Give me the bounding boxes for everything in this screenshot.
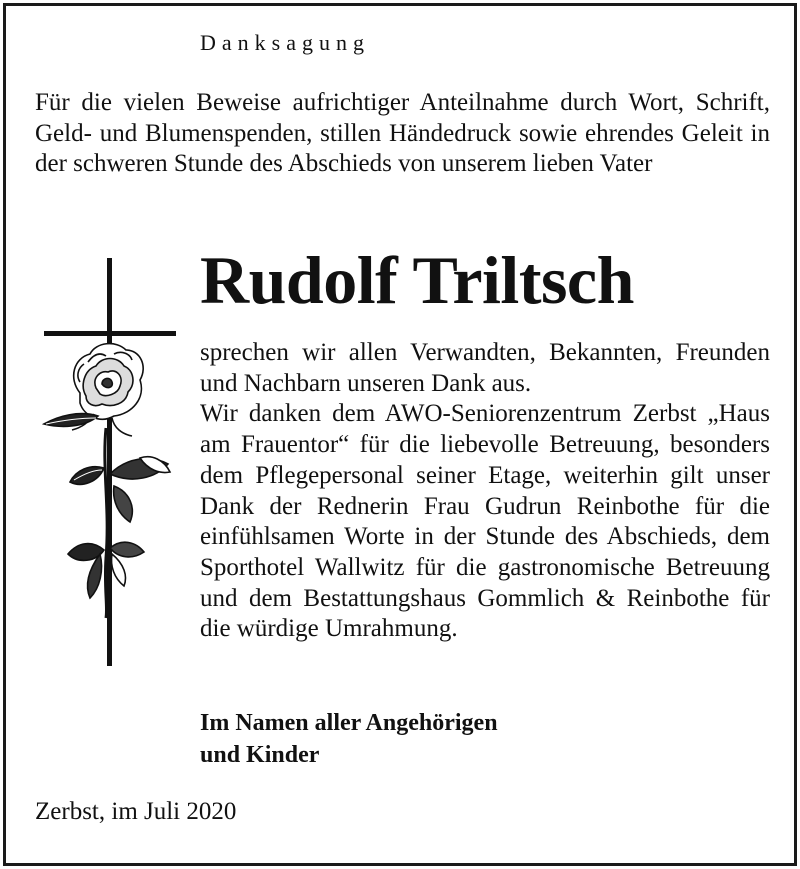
signature bbox=[200, 707, 498, 771]
intro-paragraph: Für die vielen Beweise aufrichtiger Anteilnahme durch Wort, Schrift, Geld- und Blumenspenden, stillen Händedruck sowie ehrendes Geleit in der schweren Stunde des Abschieds von unserem lieben Vater bbox=[35, 89, 770, 178]
signature-line-1: Im Namen aller Angehörigen bbox=[200, 710, 498, 736]
place-date: Zerbst, im Juli 2020 bbox=[35, 798, 237, 825]
body-thanks-institutions: Wir danken dem AWO-Seniorenzentrum Zerbst „Haus am Frauentor“ für die liebevolle Betreuung, besonders dem Pflegepersonal seiner Etage, weiterhin gilt unser Dank der Rednerin Frau Gudrun Reinbothe für die einfühlsamen Worte in der Stunde des Abschieds, dem Sporthotel Wallwitz für die gastronomische Betreuung und dem Bestattungshaus Gommlich & Reinbothe für die würdige Umrahmung. bbox=[200, 400, 770, 643]
body-thanks-relatives: sprechen wir allen Verwandten, Bekannten, Freunden und Nachbarn unseren Dank aus. bbox=[200, 339, 770, 397]
signature-line-2: und Kinder bbox=[200, 742, 320, 768]
notice-heading: Danksagung bbox=[200, 30, 370, 55]
cross-with-rose-icon bbox=[40, 258, 180, 668]
deceased-name: Rudolf Triltsch bbox=[200, 242, 634, 318]
body-paragraph bbox=[200, 338, 770, 645]
